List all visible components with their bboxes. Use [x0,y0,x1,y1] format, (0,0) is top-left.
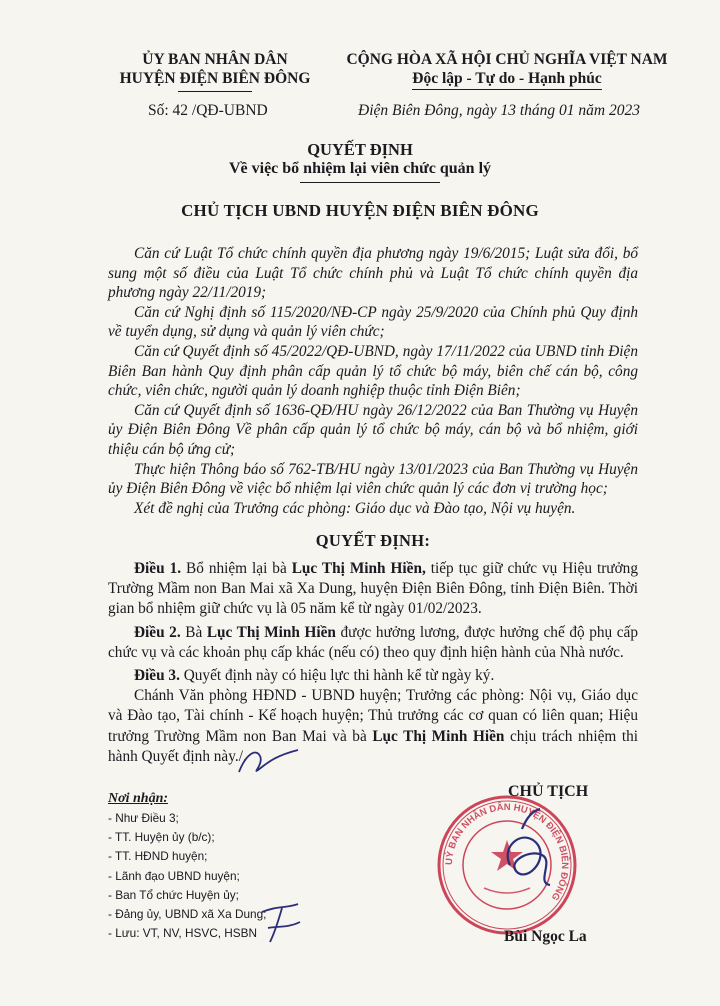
recipient-item: - Đảng ủy, UBND xã Xa Dung; [108,907,267,922]
article-2-text-cont: được hưởng lương, được hưởng chế độ phụ cấp chức vụ và các khoản phụ cấp khác (nếu có) theo quy định hiện hành của Nhà nước. [108,623,638,661]
article-1-text: Bổ nhiệm lại bà [181,559,292,577]
seal-ring-text: UỶ BAN NHÂN DÂN HUYỆN ĐIỆN BIÊN ĐÔNG [443,801,571,903]
execution-clause [108,686,638,767]
document-number: Số: 42 /QĐ-UBND [148,102,268,119]
legal-basis [108,244,638,518]
recipient-item: - Ban Tổ chức Huyện ủy; [108,887,239,902]
decision-heading: QUYẾT ĐỊNH: [315,531,431,551]
authority-line-2: HUYỆN ĐIỆN BIÊN ĐÔNG [119,70,311,87]
issuing-official: CHỦ TỊCH UBND HUYỆN ĐIỆN BIÊN ĐÔNG [181,201,539,220]
authority-underline [178,91,252,92]
basis-item: Căn cứ Quyết định số 45/2022/QĐ-UBND, ngày 17/11/2022 của UBND tỉnh Điện Biên Ban hành Quy định phân cấp quản lý tổ chức bộ máy, biên chế cán bộ, công chức, viên chức, người quản lý doanh nghiệp thuộc tỉnh Điện Biên; [108,342,638,400]
articles [108,559,638,767]
nation-title: CỘNG HÒA XÃ HỘI CHỦ NGHĨA VIỆT NAM [346,51,668,68]
document-subject: Về việc bổ nhiệm lại viên chức quản lý [228,160,492,177]
basis-item: Căn cứ Quyết định số 1636-QĐ/HU ngày 26/12/2022 của Ban Thường vụ Huyện ủy Điện Biên Đông Về phân cấp quản lý tổ chức bộ máy, cán bộ và bổ nhiệm, giới thiệu cán bộ ứng cử; [108,401,638,458]
article-2-label: Điều 2. [134,623,181,641]
basis-item: Thực hiện Thông báo số 762-TB/HU ngày 13/01/2023 của Ban Thường vụ Huyện ủy Điện Biên Đông về việc bổ nhiệm lại viên chức quản lý các đơn vị trường học; [108,460,638,498]
recipients-list [108,789,266,943]
basis-item: Căn cứ Luật Tổ chức chính quyền địa phương ngày 19/6/2015; Luật sửa đổi, bổ sung một số điều của Luật Tổ chức chính phủ và Luật Tổ chức chính quyền địa phương ngày 22/11/2019; [108,245,638,302]
national-header [322,50,692,90]
signer-position: CHỦ TỊCH [508,783,589,800]
signer-name: Bùi Ngọc La [504,928,587,945]
appointee-name: Lục Thị Minh Hiền, [291,559,426,577]
nation-motto: Độc lập - Tự do - Hạnh phúc [412,69,601,90]
document-type: QUYẾT ĐỊNH [307,140,413,159]
article-2 [108,623,638,663]
appointee-name: Lục Thị Minh Hiền [372,727,505,745]
basis-item: Căn cứ Nghị định số 115/2020/NĐ-CP ngày 25/9/2020 của Chính phủ Quy định về tuyển dụng, sử dụng và quản lý viên chức; [108,303,638,341]
authority-line-1: ỦY BAN NHÂN DÂN [142,51,288,68]
chairman-signature [470,805,580,915]
document-body [108,244,638,767]
article-3-label: Điều 3. [134,666,180,684]
article-3-text: Quyết định này có hiệu lực thi hành kể từ ngày ký. [179,666,495,684]
subject-underline [300,182,440,183]
issuing-authority [100,50,330,88]
article-1-text-cont: tiếp tục giữ chức vụ Hiệu trưởng Trường Mầm non Ban Mai xã Xa Dung, huyện Điện Biên Đông, tỉnh Điện Biên. Thời gian bổ nhiệm giữ chức vụ là 05 năm kể từ ngày 01/02/2023. [108,559,638,618]
list-signature [258,898,308,948]
recipient-item: - Lưu: VT, NV, HSVC, HSBN [108,926,258,941]
initial-signature [234,742,304,782]
basis-item: Xét đề nghị của Trưởng các phòng: Giáo dục và Đào tạo, Nội vụ huyện. [134,499,576,517]
appointee-name: Lục Thị Minh Hiền [206,623,336,641]
recipient-item: - Lãnh đạo UBND huyện; [108,868,240,883]
recipient-item: - TT. HĐND huyện; [108,849,208,864]
article-3 [108,666,638,686]
execution-text: Chánh Văn phòng HĐND - UBND huyện; Trưởng các phòng: Nội vụ, Giáo dục và Đào tạo, Tài chính - Kế hoạch huyện; Thủ trưởng các cơ quan có liên quan; Hiệu trưởng Trường Mầm non Ban Mai và bà [108,687,638,745]
recipients-title: Nơi nhận: [108,791,169,806]
article-2-text: Bà [180,623,207,641]
recipient-item: - Như Điều 3; [108,811,179,825]
place-and-date: Điện Biên Đông, ngày 13 tháng 01 năm 2023 [358,102,640,119]
recipient-item: - TT. Huyện ủy (b/c); [108,830,215,845]
article-1-label: Điều 1. [134,559,182,577]
execution-text-cont: chịu trách nhiệm thi hành Quyết định này./. [108,727,638,765]
article-1 [108,559,638,620]
